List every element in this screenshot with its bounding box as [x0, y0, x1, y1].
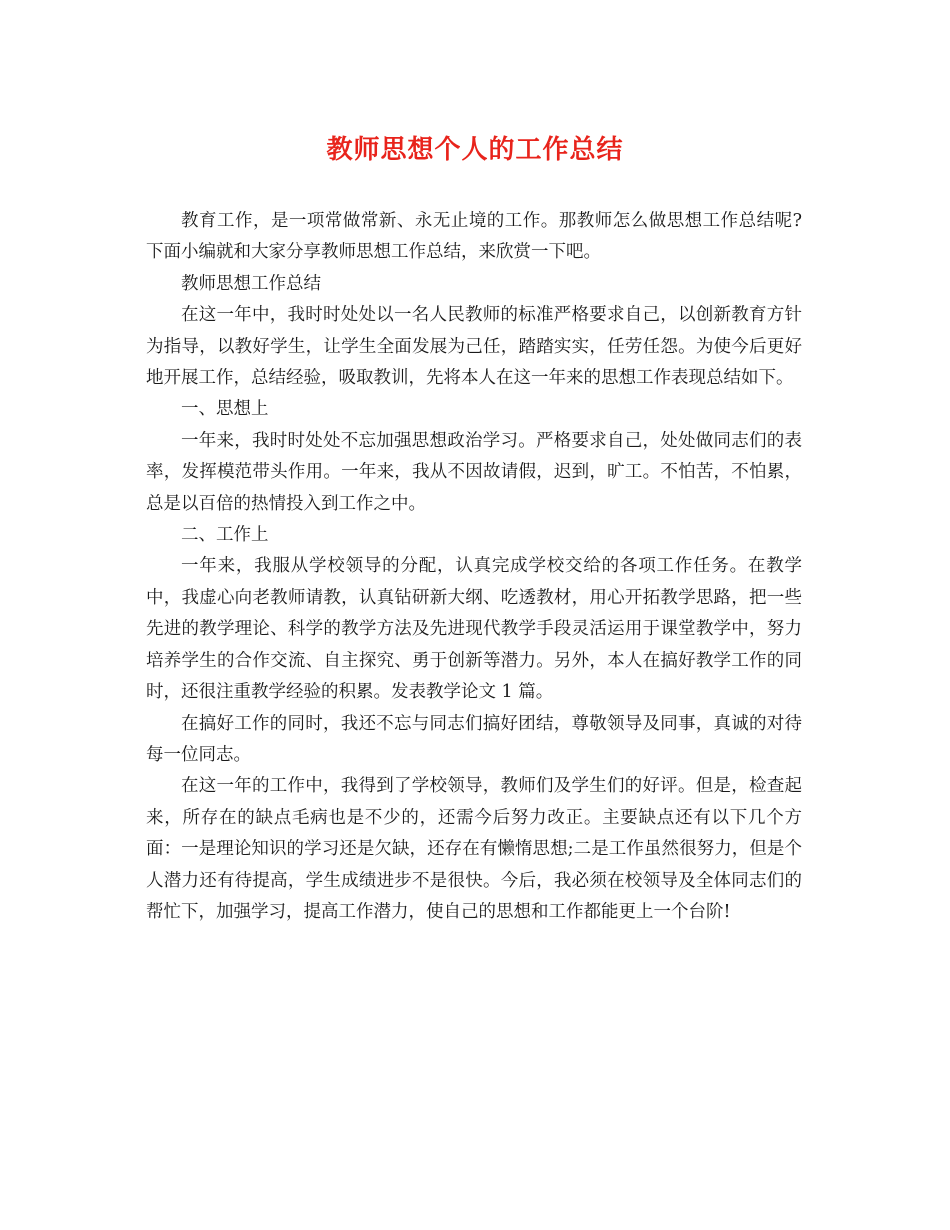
document-title: 教师思想个人的工作总结	[326, 135, 624, 165]
paragraph-work: 一年来，我服从学校领导的分配，认真完成学校交给的各项工作任务。在教学中，我虚心向老教师请教，认真钻研新大纲、吃透教材，用心开拓教学思路，把一些先进的教学理论、科学的教学方法及先进现代教学手段灵活运用于课堂教学中，努力培养学生的合作交流、自主探究、勇于创新等潜力。另外，本人在搞好教学工作的同时，还很注重教学经验的积累。发表教学论文 1 篇。	[146, 556, 802, 703]
document-body	[146, 206, 802, 928]
paragraph-unity: 在搞好工作的同时，我还不忘与同志们搞好团结，尊敬领导及同事，真诚的对待每一位同志。	[146, 713, 802, 765]
paragraph-shortcomings: 在这一年的工作中，我得到了学校领导，教师们及学生们的好评。但是，检查起来，所存在的缺点毛病也是不少的，还需今后努力改正。主要缺点还有以下几个方面：一是理论知识的学习还是欠缺，还存在有懒惰思想;二是工作虽然很努力，但是个人潜力还有待提高，学生成绩进步不是很快。今后，我必须在校领导及全体同志们的帮忙下，加强学习，提高工作潜力，使自己的思想和工作都能更上一个台阶!	[146, 776, 802, 922]
paragraph-thought: 一年来，我时时处处不忘加强思想政治学习。严格要求自己，处处做同志们的表率，发挥模范带头作用。一年来，我从不因故请假，迟到，旷工。不怕苦，不怕累，总是以百倍的热情投入到工作之中。	[146, 430, 802, 514]
paragraph-intro: 教育工作，是一项常做常新、永无止境的工作。那教师怎么做思想工作总结呢?下面小编就和大家分享教师思想工作总结，来欣赏一下吧。	[146, 211, 802, 263]
paragraph-subtitle: 教师思想工作总结	[181, 273, 321, 294]
section-heading-thought: 一、思想上	[181, 399, 269, 420]
section-heading-work: 二、工作上	[181, 525, 269, 546]
paragraph-overview: 在这一年中，我时时处处以一名人民教师的标准严格要求自己，以创新教育方针为指导，以教好学生，让学生全面发展为己任，踏踏实实，任劳任怨。为使今后更好地开展工作，总结经验，吸取教训，先将本人在这一年来的思想工作表现总结如下。	[146, 305, 802, 389]
